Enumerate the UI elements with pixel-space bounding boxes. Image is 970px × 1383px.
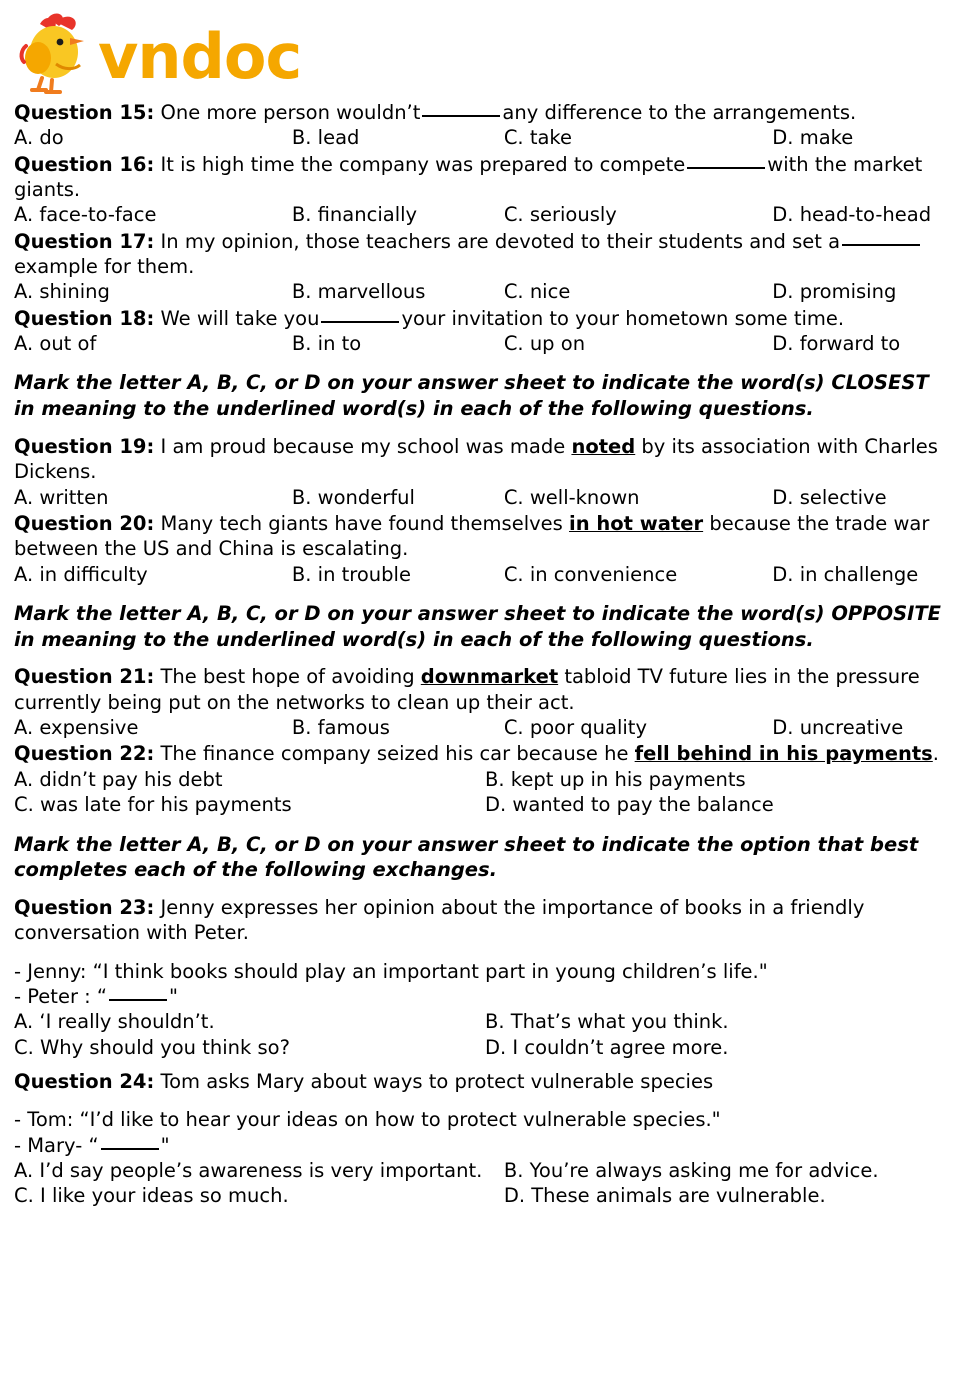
options-row-q20 bbox=[14, 562, 956, 587]
option-a-q20[interactable]: A. in difficulty bbox=[14, 562, 148, 586]
question-stem-q22 bbox=[14, 741, 956, 766]
answer-blank-q23 bbox=[109, 999, 167, 1001]
question-block-q20 bbox=[14, 511, 956, 587]
question-label-q21: Question 21: bbox=[14, 665, 155, 689]
question-stem-q19 bbox=[14, 434, 956, 485]
question-stem-q18 bbox=[14, 306, 956, 331]
option-c-q23[interactable]: C. Why should you think so? bbox=[14, 1035, 290, 1059]
options-row-q16 bbox=[14, 202, 956, 227]
option-c-q17[interactable]: C. nice bbox=[503, 280, 571, 304]
option-d-q17[interactable]: D. promising bbox=[772, 280, 897, 304]
options-grid-q24 bbox=[14, 1158, 956, 1209]
options-row-q17 bbox=[14, 279, 956, 304]
site-logo[interactable] bbox=[14, 8, 956, 100]
stem-text-q24: Tom asks Mary about ways to protect vulnerable species bbox=[160, 1070, 714, 1094]
underlined-phrase-q19: noted bbox=[571, 434, 636, 458]
stem-text-after-q17: example for them. bbox=[14, 255, 195, 279]
question-stem-q20 bbox=[14, 511, 956, 562]
instruction-closest-meaning: Mark the letter A, B, C, or D on your answer sheet to indicate the word(s) CLOSEST in meaning to the underlined word(s) in each of the following questions. bbox=[14, 371, 929, 421]
option-c-q19[interactable]: C. well-known bbox=[503, 485, 640, 509]
options-row-q19 bbox=[14, 485, 956, 510]
stem-text-q23: Jenny expresses her opinion about the importance of books in a friendly conversation with Peter. bbox=[14, 895, 865, 945]
option-a-q16[interactable]: A. face-to-face bbox=[14, 203, 157, 227]
question-stem-q24 bbox=[14, 1069, 956, 1094]
dialog-close-quote-q24: " bbox=[160, 1133, 170, 1157]
option-d-q22[interactable]: D. wanted to pay the balance bbox=[485, 793, 774, 817]
stem-text-post-q20: because the trade war between the US and China is escalating. bbox=[14, 511, 930, 561]
rooster-mascot-icon bbox=[18, 12, 96, 96]
brand-wordmark: vndoc bbox=[98, 20, 302, 93]
option-b-q15[interactable]: B. lead bbox=[291, 126, 360, 150]
question-block-q18 bbox=[14, 306, 956, 357]
stem-text-before-q18: We will take you bbox=[160, 306, 320, 330]
option-b-q19[interactable]: B. wonderful bbox=[291, 485, 415, 509]
option-d-q19[interactable]: D. selective bbox=[772, 485, 887, 509]
dialog-speaker-peter-q23: - Peter : “ bbox=[14, 985, 108, 1008]
answer-blank-q15 bbox=[422, 115, 500, 117]
option-d-q23[interactable]: D. I couldn’t agree more. bbox=[485, 1035, 729, 1059]
option-c-q18[interactable]: C. up on bbox=[503, 332, 586, 356]
answer-blank-q16 bbox=[687, 167, 765, 169]
option-c-q20[interactable]: C. in convenience bbox=[503, 562, 678, 586]
dialog-speaker-mary-q24: - Mary- “ bbox=[14, 1133, 99, 1157]
options-grid-q22 bbox=[14, 767, 956, 818]
question-stem-q17 bbox=[14, 229, 956, 280]
underlined-phrase-q22: fell behind in his payments bbox=[634, 742, 933, 766]
question-block-q21 bbox=[14, 664, 956, 740]
instruction-best-completes-exchanges: Mark the letter A, B, C, or D on your answer sheet to indicate the option that best completes each of the following exchanges. bbox=[14, 832, 919, 882]
option-d-q21[interactable]: D. uncreative bbox=[772, 716, 904, 740]
stem-text-before-q16: It is high time the company was prepared to compete bbox=[160, 152, 686, 176]
dialog-line-tom-q24: - Tom: “I’d like to hear your ideas on how to protect vulnerable species." bbox=[14, 1108, 721, 1132]
question-block-q24 bbox=[14, 1069, 956, 1209]
dialog-close-quote-q23: " bbox=[169, 985, 179, 1008]
option-d-q20[interactable]: D. in challenge bbox=[772, 562, 919, 586]
option-b-q21[interactable]: B. famous bbox=[291, 716, 390, 740]
option-a-q24[interactable]: A. I’d say people’s awareness is very important. bbox=[14, 1159, 483, 1183]
question-stem-q21 bbox=[14, 664, 956, 715]
option-d-q16[interactable]: D. head-to-head bbox=[772, 203, 932, 227]
question-block-q23 bbox=[14, 895, 956, 1060]
option-b-q23[interactable]: B. That’s what you think. bbox=[485, 1010, 729, 1034]
option-b-q16[interactable]: B. financially bbox=[291, 203, 418, 227]
option-d-q15[interactable]: D. make bbox=[772, 126, 854, 150]
question-stem-q15 bbox=[14, 100, 956, 125]
stem-text-before-q17: In my opinion, those teachers are devoted to their students and set a bbox=[160, 229, 841, 253]
option-b-q17[interactable]: B. marvellous bbox=[291, 280, 426, 304]
question-block-q17 bbox=[14, 229, 956, 305]
stem-text-after-q15: any difference to the arrangements. bbox=[502, 101, 857, 124]
option-b-q18[interactable]: B. in to bbox=[291, 332, 362, 356]
stem-text-pre-q19: I am proud because my school was made bbox=[160, 434, 572, 458]
stem-text-post-q22: . bbox=[932, 742, 939, 766]
question-label-q19: Question 19: bbox=[14, 434, 155, 458]
instruction-opposite-meaning: Mark the letter A, B, C, or D on your answer sheet to indicate the word(s) OPPOSITE in meaning to the underlined word(s) in each of the following questions. bbox=[14, 601, 941, 651]
stem-text-before-q15: One more person wouldn’t bbox=[160, 101, 421, 124]
option-b-q24[interactable]: B. You’re always asking me for advice. bbox=[503, 1159, 879, 1183]
option-c-q22[interactable]: C. was late for his payments bbox=[14, 793, 292, 817]
option-d-q18[interactable]: D. forward to bbox=[772, 332, 901, 356]
option-a-q22[interactable]: A. didn’t pay his debt bbox=[14, 767, 223, 791]
question-block-q16 bbox=[14, 152, 956, 228]
question-block-q22 bbox=[14, 741, 956, 817]
question-label-q20: Question 20: bbox=[14, 511, 155, 535]
option-c-q16[interactable]: C. seriously bbox=[503, 203, 617, 227]
underlined-phrase-q20: in hot water bbox=[569, 511, 704, 535]
dialog-line-mary-q24 bbox=[14, 1133, 956, 1158]
question-label-q24: Question 24: bbox=[14, 1070, 155, 1094]
question-block-q19 bbox=[14, 434, 956, 510]
option-c-q21[interactable]: C. poor quality bbox=[503, 716, 647, 740]
option-a-q17[interactable]: A. shining bbox=[14, 280, 110, 304]
options-row-q18 bbox=[14, 331, 956, 356]
question-label-q18: Question 18: bbox=[14, 306, 155, 330]
options-row-q21 bbox=[14, 715, 956, 740]
option-a-q18[interactable]: A. out of bbox=[14, 332, 97, 356]
dialog-line-peter-q23 bbox=[14, 984, 956, 1009]
exam-content bbox=[14, 100, 956, 1209]
question-block-q15 bbox=[14, 100, 956, 151]
question-label-q17: Question 17: bbox=[14, 229, 155, 253]
stem-text-pre-q22: The finance company seized his car because he bbox=[160, 742, 635, 766]
option-c-q15[interactable]: C. take bbox=[503, 126, 573, 150]
question-label-q22: Question 22: bbox=[14, 742, 155, 766]
stem-text-after-q18: your invitation to your hometown some time. bbox=[401, 306, 845, 330]
option-c-q24[interactable]: C. I like your ideas so much. bbox=[14, 1184, 289, 1208]
underlined-phrase-q21: downmarket bbox=[420, 665, 559, 689]
option-b-q20[interactable]: B. in trouble bbox=[291, 562, 411, 586]
stem-text-post-q19: by its association with Charles Dickens. bbox=[14, 434, 938, 484]
stem-text-after-q16: with the market giants. bbox=[14, 152, 923, 202]
answer-blank-q24 bbox=[101, 1148, 159, 1150]
stem-text-pre-q20: Many tech giants have found themselves bbox=[160, 511, 570, 535]
options-grid-q23 bbox=[14, 1009, 956, 1060]
stem-text-post-q21: tabloid TV future lies in the pressure currently being put on the networks to clean up their act. bbox=[14, 665, 920, 714]
question-label-q16: Question 16: bbox=[14, 152, 155, 176]
stem-text-pre-q21: The best hope of avoiding bbox=[160, 665, 421, 689]
options-row-q15 bbox=[14, 125, 956, 150]
option-a-q21[interactable]: A. expensive bbox=[14, 716, 139, 740]
option-b-q22[interactable]: B. kept up in his payments bbox=[485, 767, 746, 791]
option-a-q23[interactable]: A. ‘I really shouldn’t. bbox=[14, 1010, 215, 1034]
answer-blank-q17 bbox=[842, 244, 920, 246]
question-stem-q23 bbox=[14, 895, 956, 946]
option-a-q19[interactable]: A. written bbox=[14, 485, 109, 509]
question-label-q23: Question 23: bbox=[14, 895, 155, 919]
question-stem-q16 bbox=[14, 152, 956, 203]
option-a-q15[interactable]: A. do bbox=[14, 126, 64, 150]
answer-blank-q18 bbox=[321, 321, 399, 323]
question-label-q15: Question 15: bbox=[14, 101, 155, 124]
option-d-q24[interactable]: D. These animals are vulnerable. bbox=[503, 1184, 826, 1208]
dialog-line-jenny-q23: - Jenny: “I think books should play an important part in young children’s life." bbox=[14, 959, 768, 983]
